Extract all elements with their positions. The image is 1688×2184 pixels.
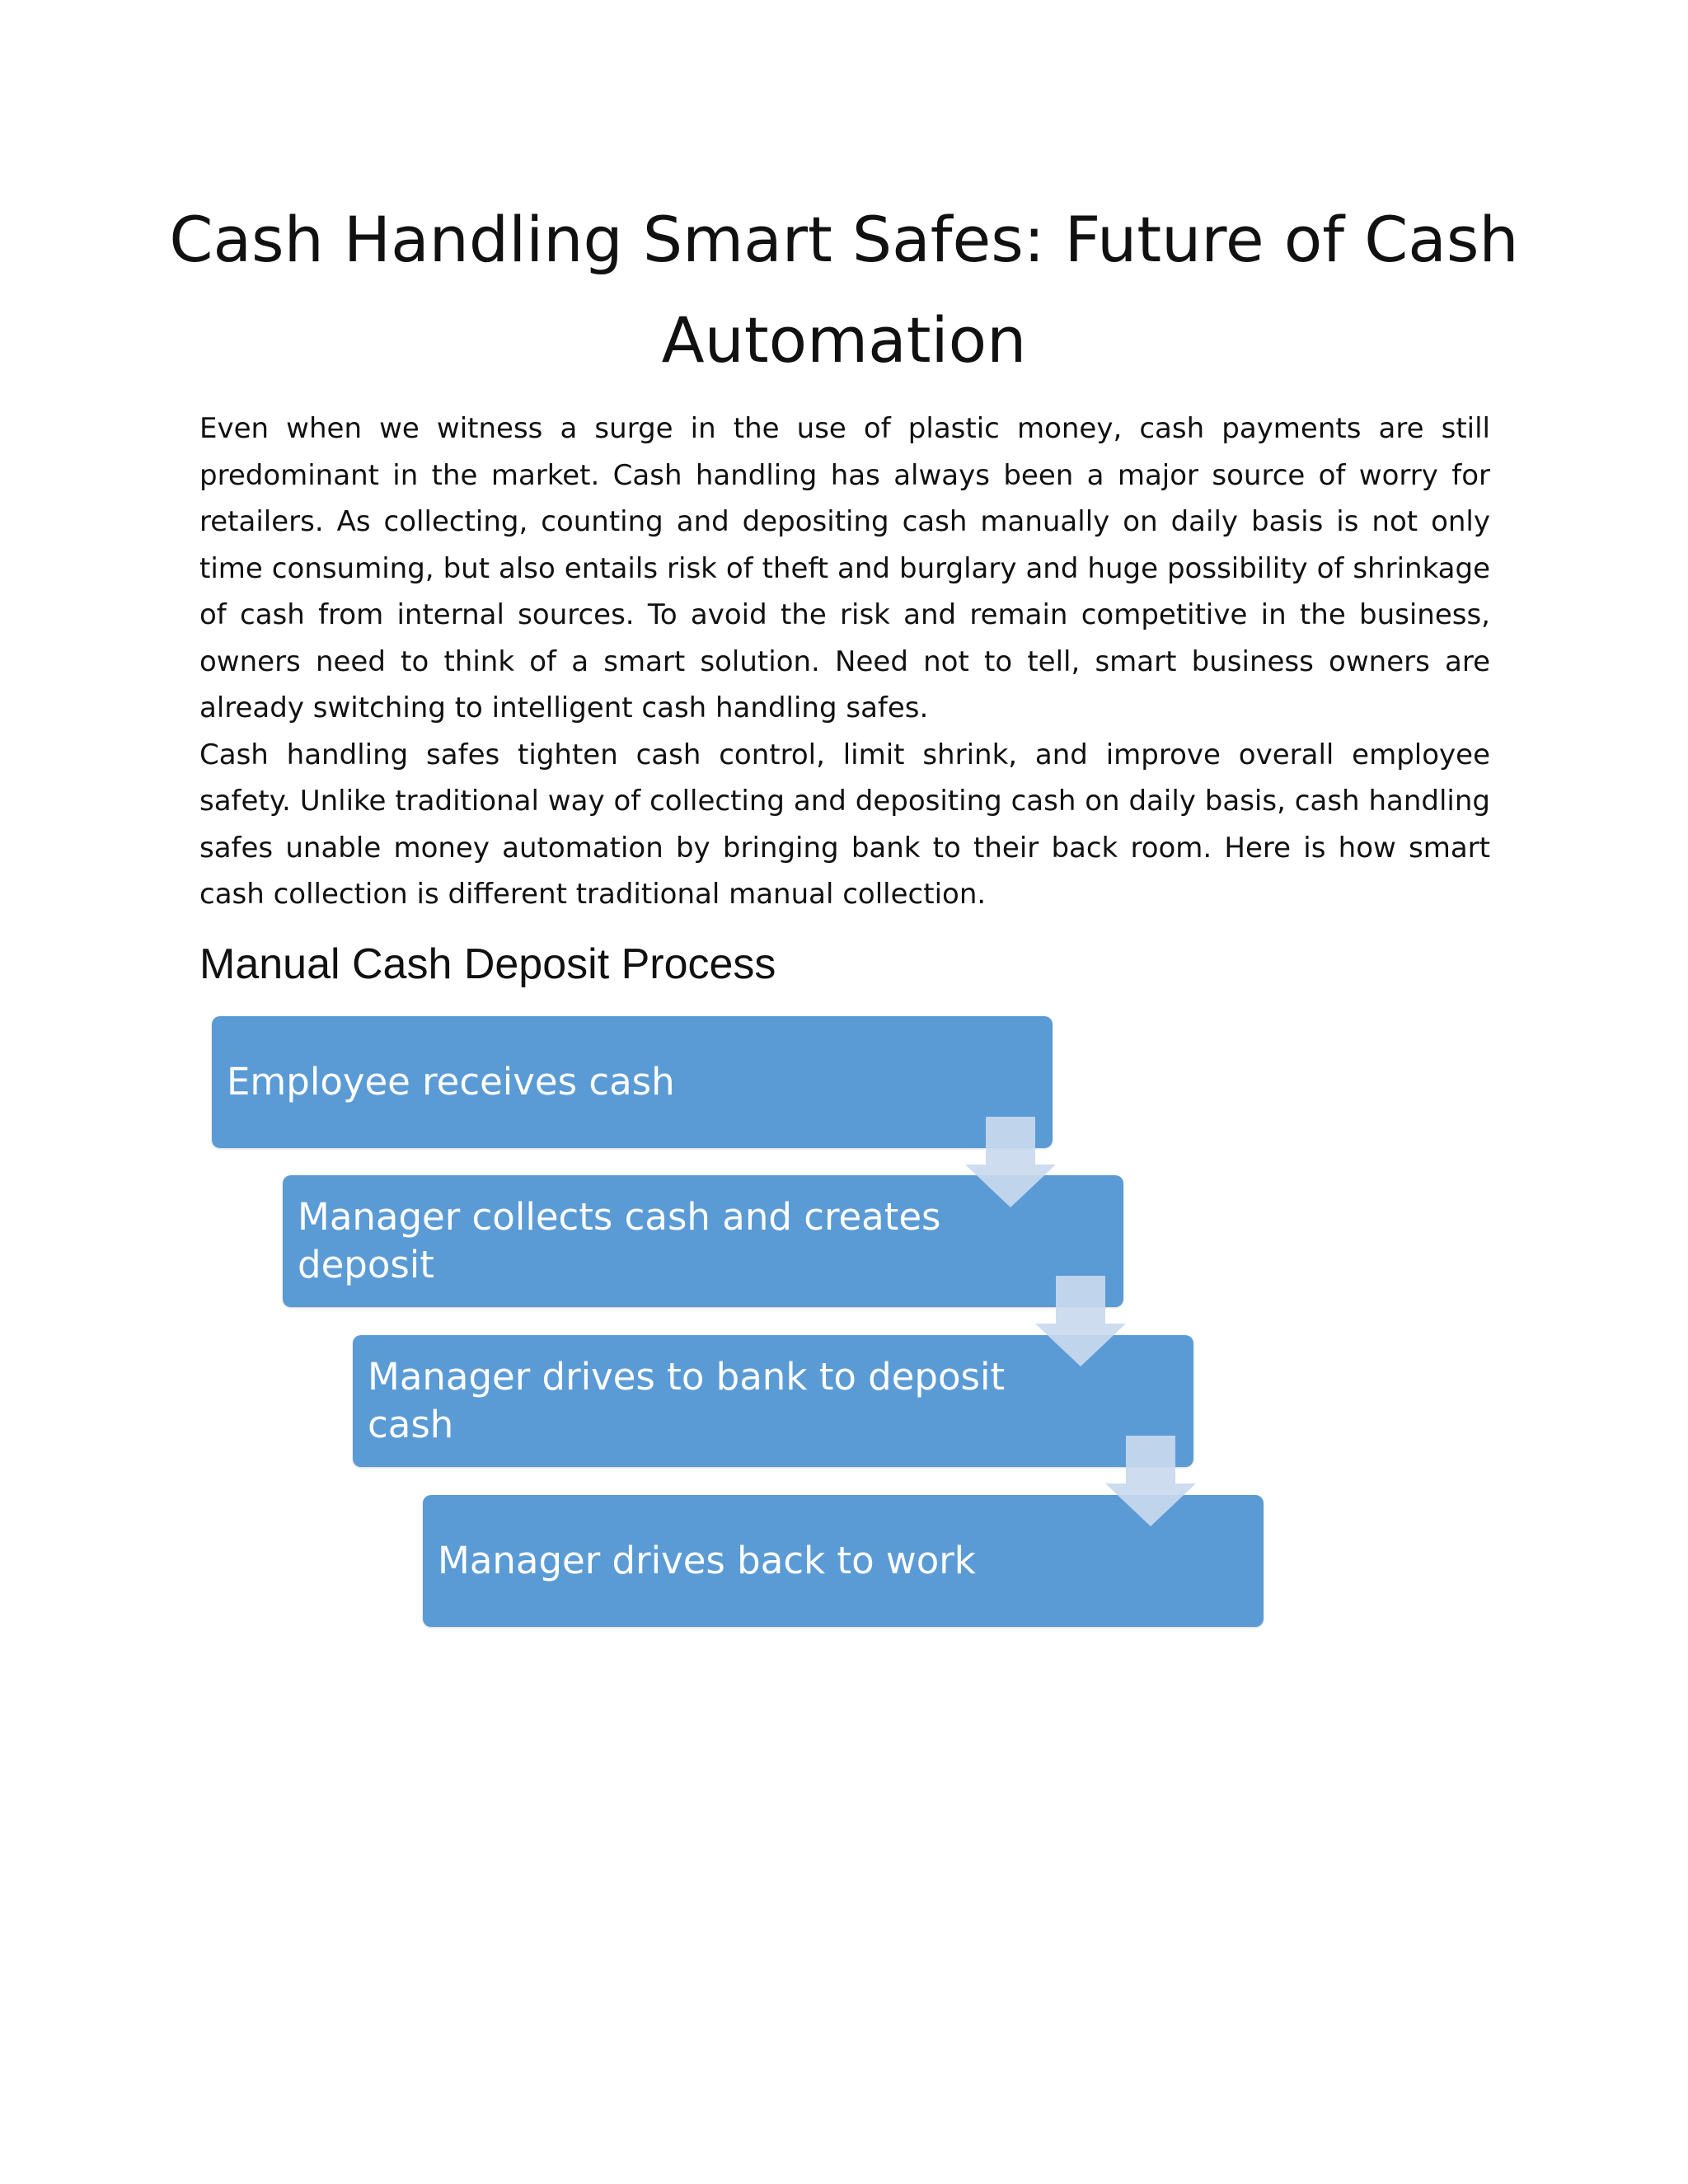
- paragraph-2: Cash handling safes tighten cash control, limit shrink, and improve overall employee safety. Unlike traditional way of collecting and depositing cash on daily basis, cash handling safes unable money automation by bringing bank to their back room. Here is how smart cash collection is different traditional manual collection.: [199, 738, 1490, 911]
- process-step-4-label: Manager drives back to work: [438, 1539, 976, 1582]
- down-arrow-icon: [1035, 1276, 1126, 1366]
- process-step-3-label: Manager drives to bank to deposit cash: [368, 1355, 1006, 1446]
- process-step-1: [212, 1016, 1053, 1148]
- process-step-1-label: Employee receives cash: [227, 1060, 675, 1104]
- down-arrow-icon: [1105, 1436, 1196, 1526]
- section-heading: Manual Cash Deposit Process: [199, 940, 776, 988]
- body-text: [199, 405, 1490, 918]
- down-arrow-icon: [965, 1117, 1056, 1207]
- page-title: Cash Handling Smart Safes: Future of Cash Automation: [169, 203, 1519, 377]
- process-step-2-label: Manager collects cash and creates deposit: [298, 1195, 941, 1286]
- paragraph-1: Even when we witness a surge in the use of plastic money, cash payments are still predominant in the market. Cash handling has always been a major source of worry for retailers. As collecting, counting and depositing cash manually on daily basis is not only time consuming, but also entails risk of theft and burglary and huge possibility of shrinkage of cash from internal sources. To avoid the risk and remain competitive in the business, owners need to think of a smart solution. Need not to tell, smart business owners are already switching to intelligent cash handling safes.: [199, 412, 1490, 724]
